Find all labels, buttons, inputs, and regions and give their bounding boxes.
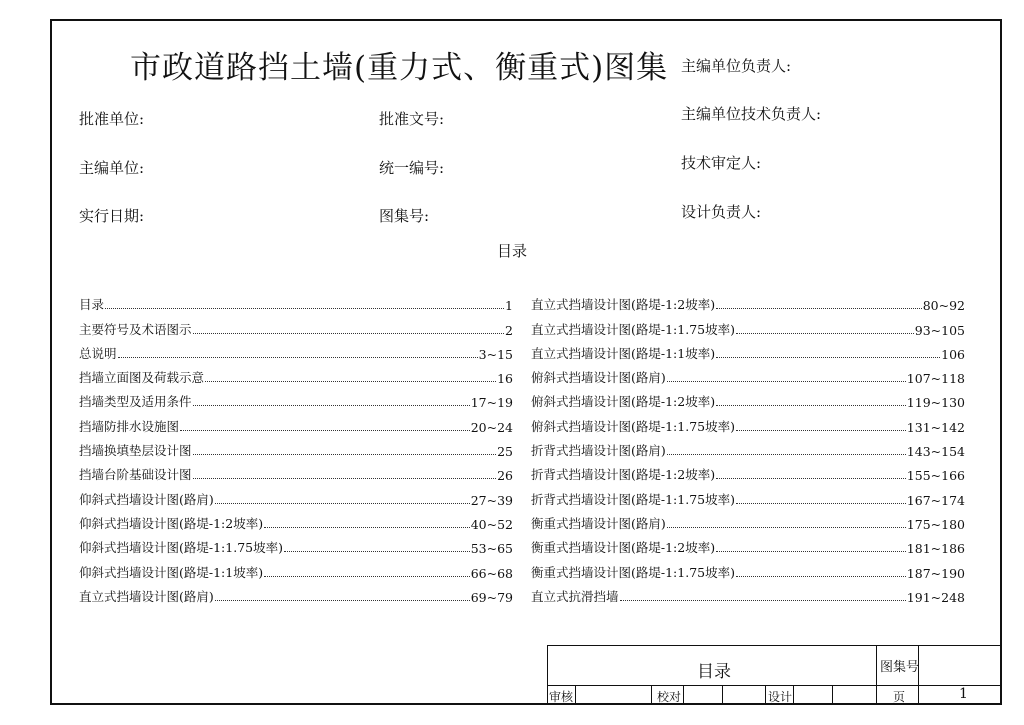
toc-leader-dots (180, 430, 470, 431)
toc-entry-title: 直立式挡墙设计图(路堤-1:2坡率) (531, 297, 716, 313)
toc-entry-page: 16 (497, 371, 513, 387)
toc-leader-dots (264, 527, 470, 528)
toc-leader-dots (215, 600, 470, 601)
toc-leader-dots (193, 478, 497, 479)
toc-entry-page: 155~166 (906, 468, 965, 484)
toc-entry (531, 581, 965, 605)
toc-entry-page: 2 (505, 322, 513, 338)
toc-entry-page: 191~248 (906, 589, 965, 605)
toc-entry-page: 53~65 (470, 541, 513, 557)
toc-entry (531, 435, 965, 459)
toc-leader-dots (716, 308, 922, 309)
toc-leader-dots (264, 576, 470, 577)
toc-entry-title: 直立式挡墙设计图(路堤-1:1.75坡率) (531, 321, 735, 337)
toc-heading: 目录 (496, 242, 527, 260)
toc-entry-page: 181~186 (906, 541, 965, 557)
toc-entry-title: 折背式挡墙设计图(路肩) (531, 443, 666, 459)
toc-entry (79, 338, 513, 362)
toc-entry-title: 挡墙台阶基础设计图 (79, 467, 192, 483)
toc-leader-dots (667, 381, 906, 382)
toc-leader-dots (205, 381, 496, 382)
toc-leader-dots (667, 527, 906, 528)
toc-entry-page: 20~24 (470, 419, 513, 435)
toc-entry (79, 435, 513, 459)
title-block-page-value: 1 (959, 686, 968, 702)
toc-leader-dots (736, 576, 906, 577)
toc-entry-title: 衡重式挡墙设计图(路堤-1:1.75坡率) (531, 564, 735, 580)
toc-leader-dots (193, 454, 497, 455)
toc-entry (79, 386, 513, 410)
toc-entry-title: 俯斜式挡墙设计图(路堤-1:1.75坡率) (531, 418, 735, 434)
toc-entry-title: 仰斜式挡墙设计图(路堤-1:2坡率) (79, 515, 264, 531)
chief-editor-unit-field: 主编单位: (79, 159, 145, 177)
toc-entry-title: 主要符号及术语图示 (79, 321, 192, 337)
title-block-review-label: 审核 (549, 690, 574, 704)
toc-entry-title: 折背式挡墙设计图(路堤-1:2坡率) (531, 467, 716, 483)
technical-reviewer-field: 技术审定人: (681, 154, 762, 172)
toc-entry-page: 131~142 (906, 419, 965, 435)
toc-entry (79, 508, 513, 532)
toc-entry-title: 直立式挡墙设计图(路堤-1:1坡率) (531, 345, 716, 361)
chief-editor-unit-lead-field: 主编单位负责人: (681, 57, 792, 75)
title-block-design-label: 设计 (768, 690, 793, 704)
toc-entry-title: 折背式挡墙设计图(路堤-1:1.75坡率) (531, 491, 735, 507)
design-lead-field: 设计负责人: (681, 203, 762, 221)
title-block (547, 645, 1002, 705)
toc-leader-dots (736, 503, 906, 504)
toc-entry-page: 167~174 (906, 492, 965, 508)
toc-entry-title: 仰斜式挡墙设计图(路肩) (79, 491, 214, 507)
toc-leader-dots (118, 357, 478, 358)
toc-leader-dots (620, 600, 906, 601)
toc-leader-dots (105, 308, 504, 309)
toc-entry (531, 483, 965, 507)
effective-date-field: 实行日期: (79, 207, 145, 225)
toc-leader-dots (667, 454, 906, 455)
toc-entry-title: 仰斜式挡墙设计图(路堤-1:1.75坡率) (79, 540, 283, 556)
toc-entry-page: 26 (497, 468, 513, 484)
toc-entry (79, 532, 513, 556)
toc-entry (531, 532, 965, 556)
toc-entry-page: 40~52 (470, 516, 513, 532)
toc-entry-page: 3~15 (478, 346, 513, 362)
toc-entry (531, 338, 965, 362)
toc-entry-title: 俯斜式挡墙设计图(路堤-1:2坡率) (531, 394, 716, 410)
toc-entry-page: 119~130 (906, 395, 965, 411)
toc-entry (79, 410, 513, 434)
toc-entry (531, 508, 965, 532)
toc-entry-page: 187~190 (906, 565, 965, 581)
toc-entry (531, 362, 965, 386)
title-block-atlas-no-label: 图集号 (880, 660, 920, 675)
toc-entry-title: 挡墙防排水设施图 (79, 418, 180, 434)
toc-entry-title: 衡重式挡墙设计图(路堤-1:2坡率) (531, 540, 716, 556)
toc-leader-dots (215, 503, 470, 504)
toc-leader-dots (716, 405, 906, 406)
toc-entry (79, 556, 513, 580)
toc-entry-page: 69~79 (470, 589, 513, 605)
approval-unit-field: 批准单位: (79, 110, 145, 128)
unified-no-field: 统一编号: (379, 159, 445, 177)
toc-entry (531, 289, 965, 313)
toc-entry (531, 556, 965, 580)
toc-entry (79, 483, 513, 507)
toc-entry-title: 仰斜式挡墙设计图(路堤-1:1坡率) (79, 564, 264, 580)
toc-leader-dots (716, 357, 940, 358)
toc-entry (531, 410, 965, 434)
toc-entry-title: 总说明 (79, 345, 117, 361)
toc-entry-title: 挡墙立面图及荷载示意 (79, 370, 205, 386)
toc-entry-title: 俯斜式挡墙设计图(路肩) (531, 370, 666, 386)
toc-entry (79, 459, 513, 483)
toc-leader-dots (716, 478, 906, 479)
toc-entry-page: 143~154 (906, 444, 965, 460)
atlas-title: 市政道路挡土墙(重力式、衡重式)图集 (130, 50, 669, 86)
toc-entry-page: 25 (497, 444, 513, 460)
chief-editor-unit-tech-lead-field: 主编单位技术负责人: (681, 105, 822, 123)
toc-entry-page: 93~105 (914, 322, 965, 338)
toc-entry-title: 挡墙类型及适用条件 (79, 394, 192, 410)
toc-entry-title: 挡墙换填垫层设计图 (79, 443, 192, 459)
approval-doc-no-field: 批准文号: (379, 110, 445, 128)
toc-entry-page: 175~180 (906, 516, 965, 532)
toc-entry (79, 313, 513, 337)
toc-entry-title: 直立式抗滑挡墙 (531, 588, 619, 604)
toc-leader-dots (193, 405, 470, 406)
toc-entry (531, 459, 965, 483)
title-block-page-label: 页 (893, 690, 906, 704)
title-block-sheet-name: 目录 (697, 662, 731, 682)
toc-entry (531, 386, 965, 410)
toc-left-column (79, 289, 513, 605)
toc-entry-page: 66~68 (470, 565, 513, 581)
toc-leader-dots (284, 551, 470, 552)
toc-entry (79, 581, 513, 605)
toc-entry (79, 289, 513, 313)
toc-entry-page: 17~19 (470, 395, 513, 411)
toc-entry-title: 直立式挡墙设计图(路肩) (79, 588, 214, 604)
toc-entry-page: 80~92 (922, 298, 965, 314)
toc-entry (531, 313, 965, 337)
toc-entry-page: 27~39 (470, 492, 513, 508)
toc-entry-page: 1 (505, 298, 513, 314)
title-block-check-label: 校对 (657, 690, 682, 704)
toc-leader-dots (193, 333, 505, 334)
toc-entry-page: 106 (941, 346, 965, 362)
toc-leader-dots (736, 333, 914, 334)
atlas-no-field: 图集号: (379, 207, 430, 225)
toc-leader-dots (716, 551, 906, 552)
toc-right-column (531, 289, 965, 605)
toc-entry (79, 362, 513, 386)
toc-entry-title: 衡重式挡墙设计图(路肩) (531, 515, 666, 531)
toc-entry-page: 107~118 (906, 371, 965, 387)
toc-leader-dots (736, 430, 906, 431)
toc-entry-title: 目录 (79, 297, 105, 313)
